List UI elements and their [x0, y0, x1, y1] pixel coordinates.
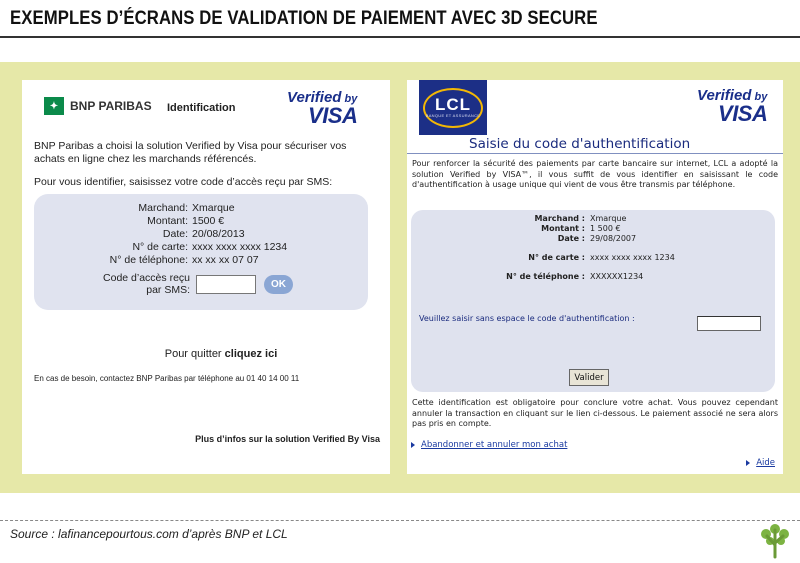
- bnp-logo-text: BNP PARIBAS: [70, 99, 152, 113]
- bnp-logo: [44, 97, 152, 115]
- bnp-field-value: Xmarque: [192, 202, 235, 214]
- lcl-field-label: Date :: [557, 234, 585, 243]
- bnp-quit-link[interactable]: cliquez ici: [224, 348, 278, 360]
- bnp-code-label: [74, 272, 190, 296]
- lcl-validate-button[interactable]: Valider: [569, 369, 609, 386]
- lcl-abandon-link[interactable]: Abandonner et annuler mon achat: [421, 440, 568, 450]
- bnp-field-label: Date:: [162, 228, 188, 240]
- bnp-field-value: xx xx xx 07 07: [192, 254, 259, 266]
- lcl-field-value: 1 500 €: [590, 224, 621, 233]
- title-divider: [0, 36, 800, 38]
- lcl-field-label: Marchand :: [534, 214, 585, 223]
- lcl-code-prompt: Veuillez saisir sans espace le code d'authentification :: [419, 314, 635, 323]
- bnp-heading: Identification: [167, 102, 236, 114]
- source-caption: Source : lafinancepourtous.com d’après BNP et LCL: [10, 527, 288, 541]
- lcl-help-row: [746, 458, 775, 468]
- vbv-verified: Verified: [697, 87, 752, 104]
- bnp-ok-button[interactable]: OK: [264, 275, 293, 294]
- bnp-field-value: 20/08/2013: [192, 228, 245, 240]
- lcl-intro-text: Pour renforcer la sécurité des paiements par carte bancaire sur internet, LCL a adopté la solution Verified by VISA™, il vous suffit de vous identifier en saisissant le code d'authentification à usage unique qui vient de vous être transmis par téléphone.: [412, 159, 778, 189]
- lcl-logo-text: LCL: [434, 95, 472, 114]
- tree-icon: [758, 521, 792, 559]
- bnp-field-value: 1500 €: [192, 215, 225, 227]
- lcl-logo: [419, 80, 487, 135]
- bnp-field-value: xxxx xxxx xxxx 1234: [192, 241, 288, 253]
- arrow-right-icon: [411, 442, 415, 448]
- lcl-abandon-row: [411, 440, 567, 450]
- bnp-field-label: Montant:: [147, 215, 188, 227]
- bnp-instruction-text: Pour vous identifier, saisissez votre code d’accès reçu par SMS:: [34, 176, 333, 188]
- bnp-stars-icon: ✦: [44, 97, 64, 115]
- bnp-code-input[interactable]: [196, 275, 256, 294]
- lcl-field-label: N° de téléphone :: [506, 272, 585, 281]
- lcl-ring-icon: [423, 88, 483, 128]
- bnp-code-label-line2: par SMS:: [146, 284, 190, 296]
- vbv-visa: VISA: [308, 103, 358, 128]
- lcl-field-value: 29/08/2007: [590, 234, 637, 243]
- footer-divider: [0, 520, 800, 521]
- lcl-note-text: Cette identification est obligatoire pour conclure votre achat. Vous pouvez cependant annuler la transaction en cliquant sur le lien ci-dessous. Le paiement associé ne sera alors pas pris en compte.: [412, 398, 778, 428]
- bnp-help-text: En cas de besoin, contactez BNP Paribas par téléphone au 01 40 14 00 11: [34, 374, 300, 383]
- vbv-by: by: [344, 93, 358, 105]
- lcl-field-label: Montant :: [541, 224, 585, 233]
- lcl-code-input[interactable]: [697, 316, 761, 331]
- bnp-transaction-box: [34, 194, 368, 310]
- vbv-verified: Verified: [287, 89, 342, 106]
- lcl-logo-subtext: BANQUE ET ASSURANCE: [425, 113, 481, 118]
- lcl-field-value: XXXXXX1234: [590, 272, 644, 281]
- bnp-code-label-line1: Code d’accès reçu: [103, 272, 190, 284]
- lcl-transaction-box: [411, 210, 775, 392]
- bnp-intro-text: BNP Paribas a choisi la solution Verified by Visa pour sécuriser vos achats en ligne chez les marchands référencés.: [34, 140, 347, 165]
- bnp-field-label: N° de téléphone:: [109, 254, 188, 266]
- lcl-field-value: xxxx xxxx xxxx 1234: [590, 253, 675, 262]
- bnp-quit-text: Pour quitter: [164, 348, 222, 360]
- bnp-screen: [22, 80, 390, 474]
- lcl-field-value: Xmarque: [590, 214, 627, 223]
- bnp-quit-line: [22, 348, 390, 360]
- vbv-by: by: [754, 91, 768, 103]
- bnp-field-label: Marchand:: [138, 202, 188, 214]
- lcl-heading: Saisie du code d'authentification: [469, 136, 691, 152]
- vbv-visa: VISA: [718, 101, 768, 126]
- arrow-right-icon: [746, 460, 750, 466]
- lcl-field-label: N° de carte :: [528, 253, 585, 262]
- lcl-heading-divider: [407, 153, 783, 154]
- verified-by-visa-logo: [287, 90, 357, 127]
- page-title: EXEMPLES D’ÉCRANS DE VALIDATION DE PAIEMENT AVEC 3D SECURE: [10, 8, 598, 29]
- bnp-field-label: N° de carte:: [132, 241, 188, 253]
- lcl-screen: [407, 80, 783, 474]
- verified-by-visa-logo: [697, 88, 767, 125]
- bnp-more-info-link[interactable]: Plus d’infos sur la solution Verified By Visa: [195, 434, 380, 444]
- lcl-help-link[interactable]: Aide: [756, 458, 775, 468]
